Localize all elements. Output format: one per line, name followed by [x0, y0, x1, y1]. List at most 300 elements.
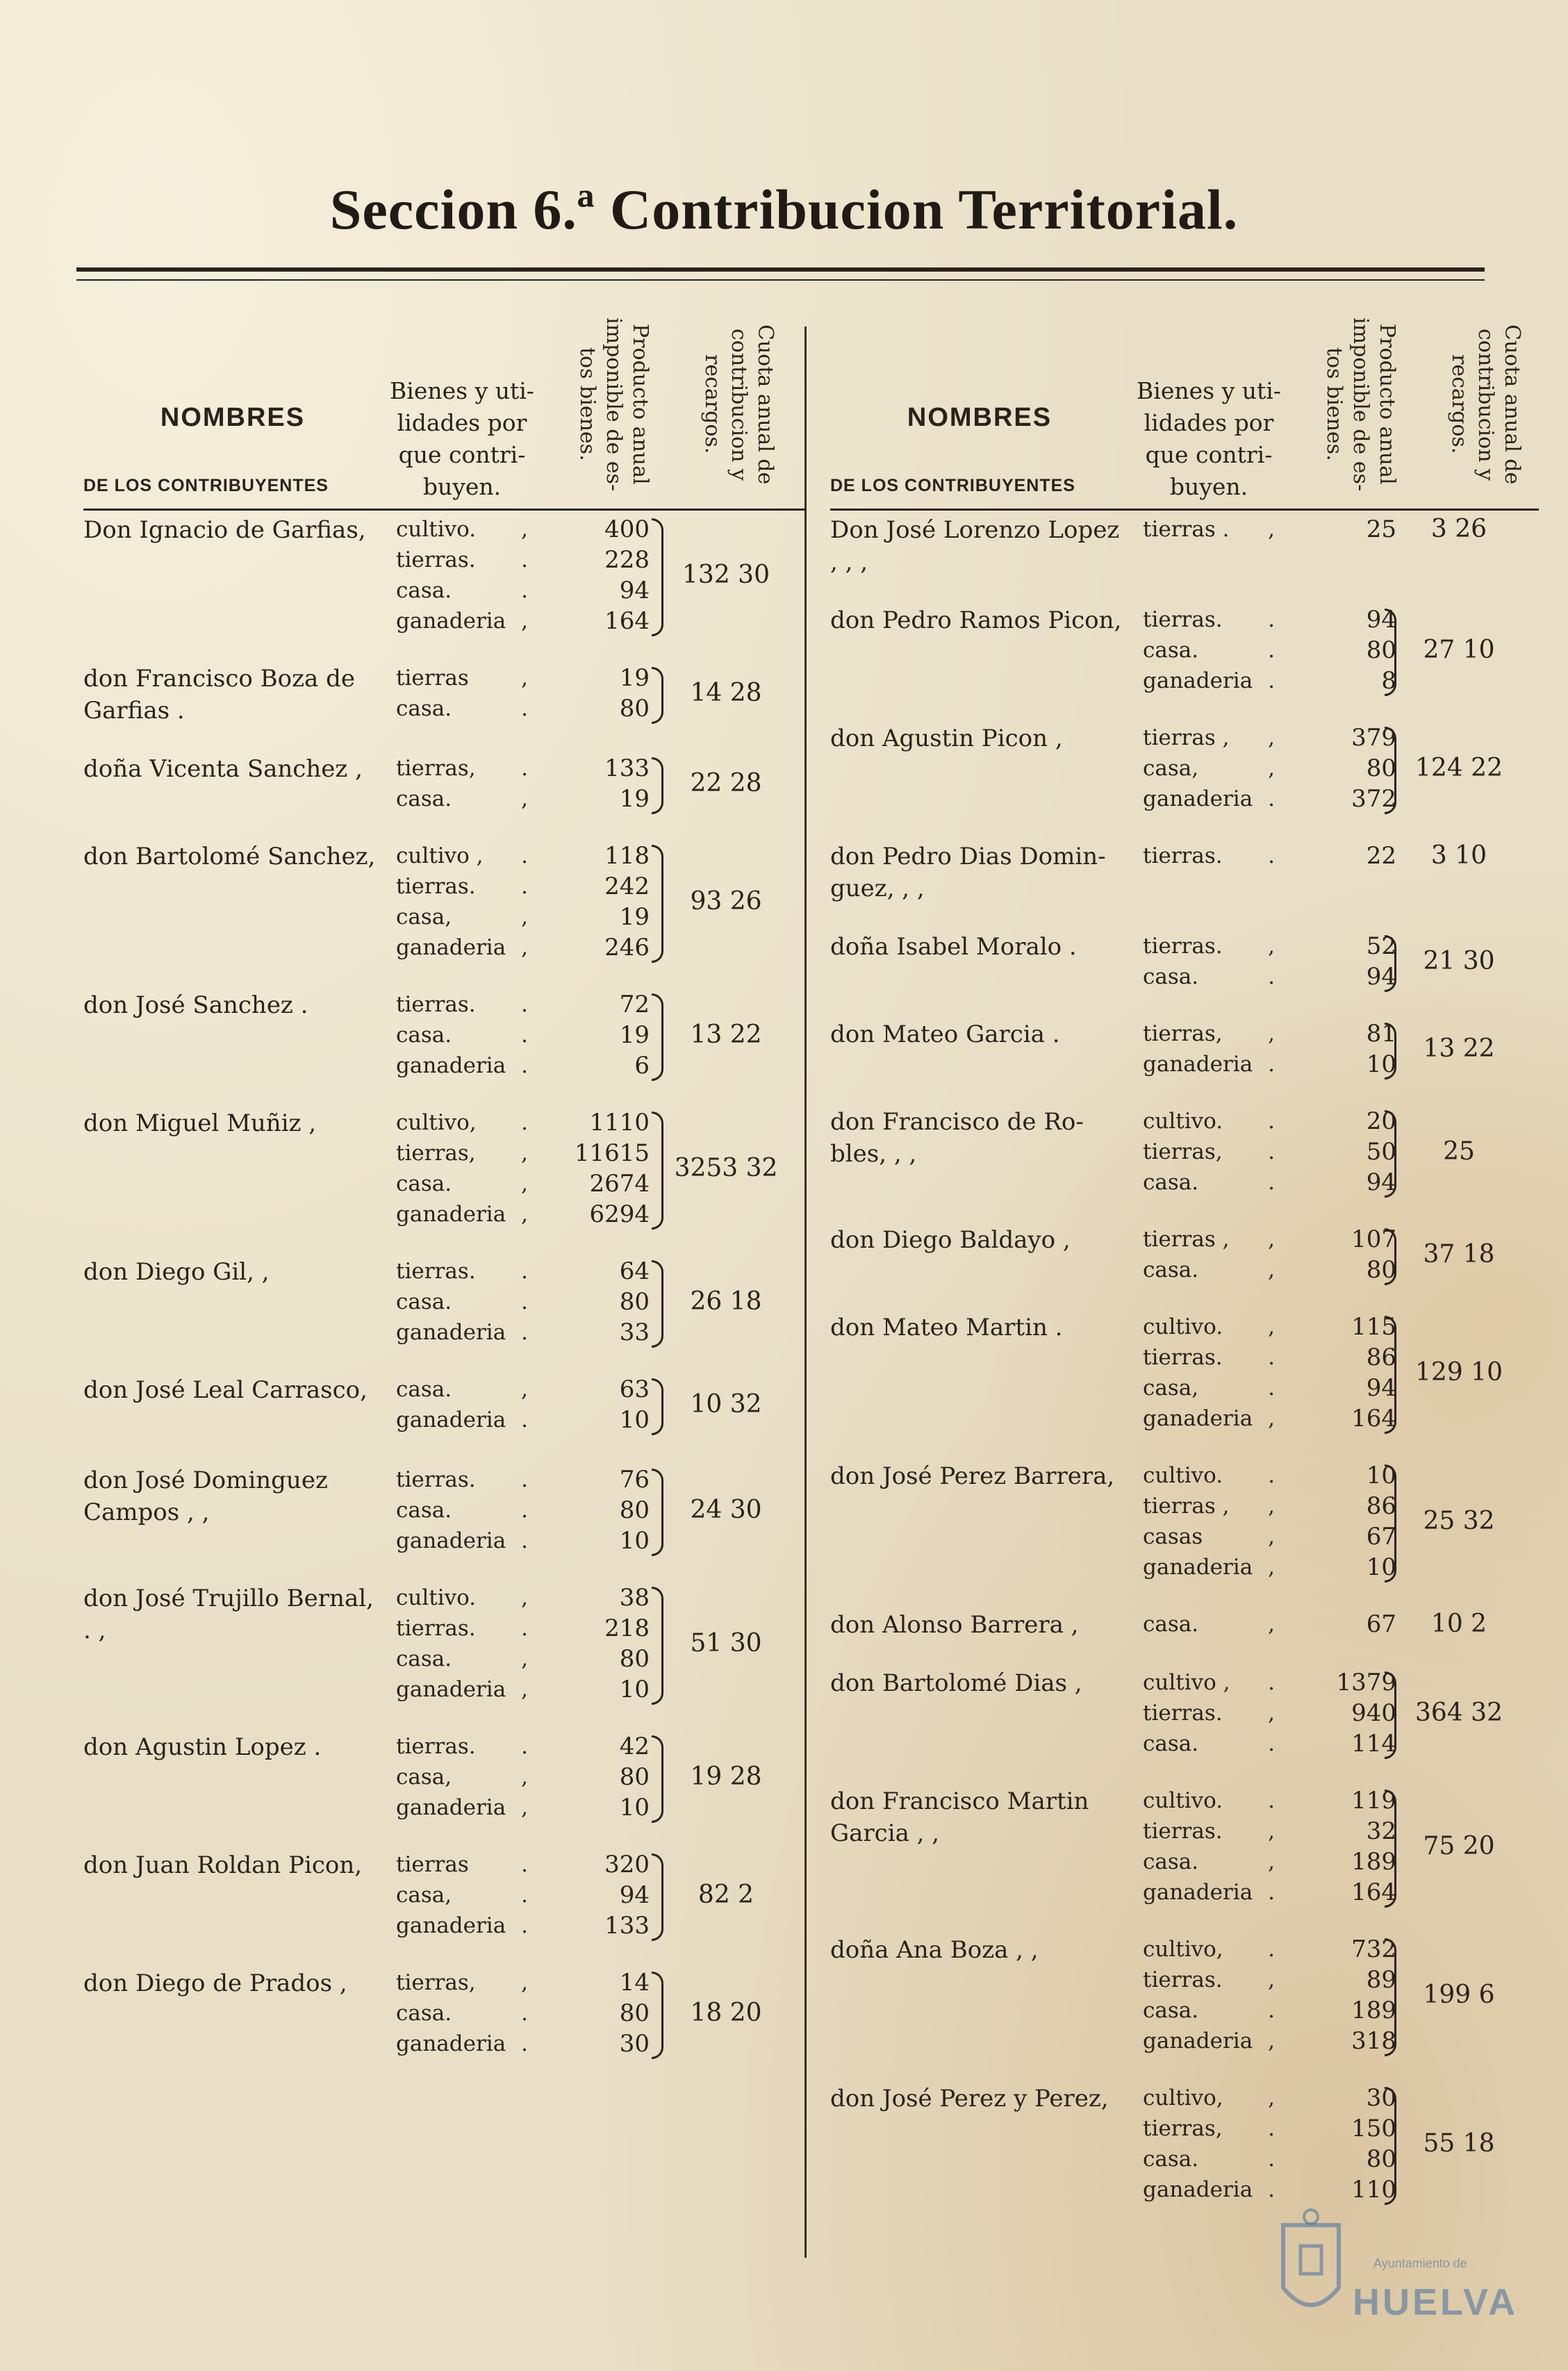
property-separator: .: [521, 1913, 528, 1938]
property-row: [1136, 666, 1539, 696]
property-value: 80: [1366, 636, 1396, 664]
property-row: [389, 1910, 806, 1941]
property-type: ganaderia: [1143, 668, 1253, 693]
property-separator: ,: [1268, 1494, 1275, 1519]
property-value: 133: [604, 754, 650, 782]
property-value: 10: [619, 1406, 650, 1434]
property-value: 94: [1366, 1374, 1396, 1402]
contributor-entry: [83, 1583, 806, 1705]
property-value: 1379: [1336, 1669, 1396, 1696]
property-row: [389, 1107, 806, 1138]
property-value: 379: [1351, 724, 1396, 752]
property-value: 164: [604, 607, 650, 635]
cuota-value: 18 20: [690, 1999, 762, 2027]
header-nombres: NOMBRES: [160, 403, 306, 432]
property-value: 189: [1351, 1848, 1396, 1876]
property-separator: .: [1268, 1937, 1275, 1962]
property-separator: ,: [1268, 517, 1275, 542]
property-separator: .: [521, 1852, 528, 1877]
contributor-name: don Miguel Muñiz ,: [83, 1109, 317, 1137]
property-value: 72: [619, 991, 650, 1018]
property-value: 89: [1366, 1966, 1396, 1994]
property-separator: .: [521, 1407, 528, 1432]
property-type: casa.: [1143, 1731, 1199, 1756]
property-separator: .: [521, 874, 528, 899]
property-type: casa.: [396, 578, 452, 603]
property-type: casa.: [1143, 2147, 1199, 2172]
contributor-name: don Agustin Lopez .: [83, 1733, 322, 1761]
property-type: tierras.: [1143, 934, 1223, 959]
property-separator: .: [1268, 1375, 1275, 1401]
property-separator: ,: [1268, 1612, 1275, 1637]
property-type: ganaderia: [396, 1795, 506, 1820]
contributor-name: don José Trujillo Bernal, . ,: [83, 1585, 374, 1644]
property-separator: ,: [521, 1202, 528, 1227]
property-row: [1136, 1667, 1539, 1698]
cuota-value: 364 32: [1415, 1699, 1503, 1727]
property-separator: ,: [1268, 725, 1275, 750]
property-type: cultivo.: [1143, 1788, 1223, 1813]
property-type: tierras: [396, 666, 469, 691]
property-value: 67: [1366, 1610, 1396, 1638]
property-separator: .: [1268, 786, 1275, 811]
property-value: 42: [619, 1733, 650, 1760]
contributor-entry: [830, 2083, 1539, 2205]
property-separator: .: [1268, 1998, 1275, 2023]
property-separator: ,: [521, 1377, 528, 1402]
property-type: ganaderia: [396, 2031, 506, 2056]
stamp-big-text: HUELVA: [1353, 2281, 1518, 2323]
property-value: 20: [1366, 1107, 1396, 1135]
property-row: [1136, 1106, 1539, 1137]
property-type: cultivo.: [1143, 1463, 1223, 1488]
property-type: ganaderia: [1143, 2029, 1253, 2054]
property-type: ganaderia: [1143, 786, 1253, 811]
contributor-name: Don José Lorenzo Lopez , , ,: [830, 516, 1120, 576]
property-separator: .: [1268, 638, 1275, 663]
property-value: 10: [619, 1794, 650, 1821]
cuota-value: 19 28: [690, 1762, 762, 1791]
cuota-value: 37 18: [1423, 1240, 1495, 1269]
property-value: 110: [1351, 2176, 1396, 2204]
header-cuota: Cuota anual de contribucion y recargos.: [1447, 324, 1524, 485]
property-type: ganaderia: [396, 1053, 506, 1078]
property-type: ganaderia: [1143, 1406, 1253, 1431]
property-type: cultivo,: [396, 1110, 477, 1135]
header-bienes: Bienes y utilidades por que contribuyen.: [1137, 377, 1281, 500]
property-value: 119: [1351, 1787, 1396, 1815]
property-type: ganaderia: [1143, 1052, 1253, 1077]
property-value: 14: [619, 1969, 650, 1997]
property-separator: .: [521, 547, 528, 572]
property-row: [1136, 1877, 1539, 1908]
property-value: 218: [604, 1614, 650, 1642]
property-value: 80: [619, 1763, 650, 1791]
property-row: [1136, 2174, 1539, 2205]
property-value: 80: [1366, 2145, 1396, 2173]
property-value: 86: [1366, 1492, 1396, 1520]
cuota-value: 132 30: [682, 561, 770, 589]
property-type: tierras,: [1143, 1021, 1223, 1046]
contributor-name: don Diego Baldayo ,: [830, 1226, 1071, 1254]
contributor-name: don Alonso Barrera ,: [830, 1611, 1079, 1639]
title-rule: [76, 267, 1485, 272]
property-separator: .: [521, 1498, 528, 1523]
property-type: casa.: [1143, 1849, 1199, 1874]
header-rule: [83, 509, 806, 511]
property-separator: .: [1268, 1670, 1275, 1695]
contributor-name: don Bartolomé Dias ,: [830, 1669, 1082, 1697]
property-type: tierras.: [396, 1734, 476, 1759]
cuota-value: 199 6: [1423, 1981, 1495, 2009]
property-value: 2674: [589, 1170, 650, 1198]
property-value: 94: [619, 577, 650, 604]
property-row: [389, 1464, 806, 1495]
property-row: [1136, 2083, 1539, 2113]
property-separator: .: [521, 2001, 528, 2026]
property-row: [389, 932, 806, 963]
property-type: ganaderia: [396, 935, 506, 960]
property-value: 19: [619, 785, 650, 813]
property-separator: .: [521, 578, 528, 603]
property-separator: .: [1268, 2177, 1275, 2202]
property-type: cultivo ,: [1143, 1670, 1230, 1695]
contributor-entry: [83, 1256, 806, 1348]
property-separator: ,: [1268, 1257, 1275, 1282]
property-type: tierras ,: [1143, 1494, 1230, 1519]
property-type: tierras.: [396, 547, 476, 572]
property-type: ganaderia: [396, 1528, 506, 1553]
property-value: 372: [1351, 785, 1396, 813]
property-value: 10: [619, 1676, 650, 1703]
property-value: 133: [604, 1912, 650, 1940]
property-type: tierras.: [1143, 1819, 1223, 1844]
contributor-entry: [830, 1934, 1539, 2056]
property-type: ganaderia: [396, 1677, 506, 1702]
property-row: [389, 1256, 806, 1287]
cuota-value: 27 10: [1423, 636, 1495, 664]
property-type: cultivo ,: [396, 843, 484, 868]
property-type: casa,: [396, 904, 452, 930]
property-value: 6: [634, 1052, 650, 1080]
property-type: casa.: [1143, 638, 1199, 663]
property-row: [1136, 604, 1539, 635]
property-value: 80: [1366, 1256, 1396, 1284]
property-type: casa.: [396, 2001, 452, 2026]
contributor-entry: [830, 1224, 1539, 1285]
property-separator: ,: [1268, 934, 1275, 959]
property-type: ganaderia: [396, 1202, 506, 1227]
property-type: tierras,: [1143, 1139, 1223, 1164]
cuota-value: 93 26: [690, 887, 762, 916]
cuota-value: 21 30: [1423, 947, 1495, 975]
property-value: 25: [1366, 515, 1396, 543]
property-separator: ,: [521, 935, 528, 960]
property-separator: ,: [521, 666, 528, 691]
property-type: casa.: [396, 1171, 452, 1196]
property-row: [1136, 2026, 1539, 2056]
property-separator: ,: [1268, 1967, 1275, 1992]
contributor-name: don Agustin Picon ,: [830, 725, 1063, 752]
property-type: tierras.: [1143, 1967, 1223, 1992]
cuota-value: 3253 32: [674, 1154, 778, 1182]
page-title: Seccion 6.ª Contribucion Territorial.: [329, 178, 1239, 241]
property-value: 107: [1351, 1225, 1396, 1253]
contributor-entry: [830, 1667, 1539, 1759]
contributor-entry: [830, 1785, 1539, 1908]
property-type: cultivo.: [1143, 1314, 1223, 1339]
cuota-value: 13 22: [1423, 1034, 1495, 1063]
cuota-value: 10 32: [690, 1390, 762, 1419]
left-entries: [83, 514, 806, 2059]
property-row: [389, 1792, 806, 1823]
property-row: [389, 1317, 806, 1348]
contributor-name: don Francisco de Robles, , ,: [830, 1108, 1084, 1168]
contributor-name: doña Vicenta Sanchez ,: [83, 755, 363, 783]
property-separator: ,: [1268, 2029, 1275, 2054]
property-value: 80: [619, 1999, 650, 2027]
property-value: 11615: [574, 1139, 650, 1167]
property-type: cultivo.: [396, 517, 477, 542]
property-type: ganaderia: [396, 1320, 506, 1345]
property-separator: .: [1268, 668, 1275, 693]
property-type: tierras.: [396, 1467, 476, 1492]
cuota-value: 22 28: [690, 769, 762, 798]
contributor-entry: [83, 1849, 806, 1941]
property-separator: ,: [1268, 1555, 1275, 1580]
property-type: ganaderia: [1143, 1555, 1253, 1580]
property-value: 10: [1366, 1553, 1396, 1581]
property-separator: ,: [521, 1585, 528, 1610]
contributor-name: don Pedro Dias Dominguez, , ,: [830, 843, 1106, 902]
property-type: tierras,: [396, 1141, 476, 1166]
property-type: casa.: [396, 1289, 452, 1314]
property-row: [389, 1967, 806, 1998]
property-separator: ,: [1268, 1021, 1275, 1046]
property-value: 318: [1351, 2027, 1396, 2055]
contributor-entry: [83, 663, 806, 727]
cuota-value: 10 2: [1430, 1610, 1487, 1638]
property-row: [389, 606, 806, 636]
property-value: 19: [619, 903, 650, 931]
property-row: [389, 1731, 806, 1762]
property-value: 246: [604, 934, 650, 961]
property-row: [1136, 1552, 1539, 1583]
property-value: 22: [1366, 842, 1396, 870]
contributor-name: don Francisco Boza de Garfias .: [83, 665, 355, 725]
header-nombres: NOMBRES: [907, 403, 1053, 432]
property-separator: ,: [521, 904, 528, 930]
property-row: [1136, 1728, 1539, 1759]
header-rule: [830, 509, 1539, 511]
property-type: casa.: [396, 1646, 452, 1671]
property-separator: .: [521, 696, 528, 721]
cuota-value: 3 10: [1430, 841, 1487, 870]
property-type: tierras,: [1143, 2116, 1223, 2141]
contributor-name: don Juan Roldan Picon,: [83, 1851, 363, 1879]
contributor-entry: [830, 1609, 1539, 1641]
property-separator: .: [1268, 2116, 1275, 2141]
contributor-entry: [83, 1731, 806, 1823]
contributor-name: don Diego Gil, ,: [83, 1258, 270, 1286]
property-separator: .: [1268, 1788, 1275, 1813]
property-type: cultivo,: [1143, 2085, 1223, 2110]
right-column: [830, 292, 1539, 2231]
property-value: 164: [1351, 1878, 1396, 1906]
property-value: 94: [1366, 963, 1396, 991]
property-value: 115: [1351, 1313, 1396, 1341]
property-value: 320: [604, 1851, 650, 1878]
crest-icon: [1269, 2204, 1353, 2329]
property-separator: .: [521, 1883, 528, 1908]
property-separator: ,: [1268, 1701, 1275, 1726]
property-type: tierras,: [396, 756, 476, 781]
property-value: 33: [619, 1319, 650, 1346]
cuota-value: 3 26: [1430, 515, 1487, 543]
property-type: tierras.: [396, 1616, 476, 1641]
cuota-value: 75 20: [1423, 1832, 1495, 1860]
property-separator: ,: [521, 786, 528, 811]
property-value: 30: [1366, 2084, 1396, 2112]
cuota-value: 25: [1443, 1137, 1475, 1166]
property-value: 150: [1351, 2115, 1396, 2142]
property-separator: ,: [521, 609, 528, 634]
property-value: 80: [619, 1496, 650, 1524]
property-type: casa.: [396, 696, 452, 721]
cuota-value: 124 22: [1415, 754, 1503, 782]
contributor-name: don José Leal Carrasco,: [83, 1376, 368, 1404]
property-separator: .: [1268, 964, 1275, 989]
property-value: 19: [619, 664, 650, 692]
contributor-entry: [83, 1374, 806, 1438]
property-separator: ,: [521, 1765, 528, 1790]
header-contribuyentes: DE LOS CONTRIBUYENTES: [830, 476, 1075, 495]
property-separator: ,: [521, 1141, 528, 1166]
contributor-entry: [83, 1107, 806, 1230]
property-row: [389, 989, 806, 1020]
property-value: 242: [604, 873, 650, 900]
contributor-entry: [830, 1460, 1539, 1583]
property-separator: ,: [521, 517, 528, 542]
property-value: 76: [619, 1466, 650, 1494]
property-type: cultivo.: [1143, 1109, 1223, 1134]
property-value: 80: [1366, 754, 1396, 782]
property-type: ganaderia: [396, 1913, 506, 1938]
property-type: casa,: [1143, 1375, 1199, 1401]
property-separator: .: [1268, 843, 1275, 868]
property-value: 30: [619, 2030, 650, 2058]
table-header: [830, 292, 1539, 514]
property-type: tierras ,: [1143, 725, 1230, 750]
property-row: [389, 1849, 806, 1880]
property-row: [1136, 784, 1539, 814]
property-separator: .: [1268, 607, 1275, 632]
property-value: 118: [604, 842, 650, 870]
property-value: 94: [1366, 606, 1396, 634]
cuota-value: 82 2: [698, 1881, 754, 1909]
property-separator: .: [521, 1053, 528, 1078]
property-row: [1136, 1785, 1539, 1816]
property-type: tierras.: [396, 992, 476, 1017]
header-producto: Producto anual imponible de estos bienes.: [575, 317, 652, 492]
property-value: 189: [1351, 1997, 1396, 2024]
property-row: [1136, 1460, 1539, 1491]
property-value: 50: [1366, 1138, 1396, 1166]
property-separator: ,: [1268, 1227, 1275, 1252]
cuota-value: 51 30: [690, 1629, 762, 1658]
property-value: 32: [1366, 1817, 1396, 1845]
property-value: 80: [619, 1288, 650, 1316]
property-type: casa.: [1143, 964, 1199, 989]
contributor-name: doña Isabel Moralo .: [830, 933, 1077, 961]
property-row: [389, 1674, 806, 1705]
property-type: casa.: [396, 1498, 452, 1523]
property-type: tierras.: [396, 874, 476, 899]
property-separator: .: [1268, 1463, 1275, 1488]
property-separator: ,: [521, 1646, 528, 1671]
property-type: tierras ,: [1143, 1227, 1230, 1252]
contributor-entry: [830, 1018, 1539, 1080]
table-header: [83, 292, 806, 514]
property-value: 80: [619, 695, 650, 722]
property-value: 94: [619, 1881, 650, 1909]
header-bienes: Bienes y utilidades por que contribuyen.: [390, 377, 534, 500]
property-separator: .: [1268, 1731, 1275, 1756]
property-row: [389, 514, 806, 545]
left-column: [83, 292, 806, 2085]
property-value: 8: [1381, 667, 1396, 695]
contributor-entry: [83, 1967, 806, 2059]
stamp: [1269, 2204, 1519, 2343]
contributor-name: don José Perez Barrera,: [830, 1462, 1115, 1490]
cuota-value: 55 18: [1423, 2129, 1495, 2158]
property-type: casa.: [1143, 1257, 1199, 1282]
property-separator: .: [1268, 1139, 1275, 1164]
property-row: [389, 1050, 806, 1081]
property-row: [1136, 1312, 1539, 1342]
property-type: casa,: [1143, 756, 1199, 781]
contributor-entry: [830, 931, 1539, 992]
property-value: 940: [1351, 1699, 1396, 1727]
property-row: [389, 1526, 806, 1556]
property-type: cultivo.: [396, 1585, 477, 1610]
property-type: tierras.: [396, 1259, 476, 1284]
property-type: tierras,: [396, 1970, 476, 1995]
property-value: 400: [604, 515, 650, 543]
contributor-entry: [83, 841, 806, 963]
property-separator: .: [1268, 1109, 1275, 1134]
contributor-name: don José Sanchez .: [83, 991, 308, 1019]
property-type: casa.: [396, 1023, 452, 1048]
contributor-entry: [83, 1464, 806, 1556]
property-separator: ,: [1268, 756, 1275, 781]
property-type: ganaderia: [1143, 1880, 1253, 1905]
property-value: 63: [619, 1375, 650, 1403]
property-type: tierras.: [1143, 843, 1223, 868]
property-row: [389, 2029, 806, 2059]
property-row: [389, 841, 806, 871]
property-value: 80: [619, 1645, 650, 1673]
contributor-entry: [830, 514, 1539, 578]
contributor-name: doña Ana Boza , ,: [830, 1936, 1039, 1964]
property-separator: ,: [1268, 1819, 1275, 1844]
contributor-entry: [830, 604, 1539, 696]
property-separator: ,: [521, 1795, 528, 1820]
property-type: tierras.: [1143, 1345, 1223, 1370]
contributor-name: don Francisco Martin Garcia , ,: [830, 1787, 1089, 1847]
property-type: ganaderia: [396, 609, 506, 634]
contributor-entry: [83, 989, 806, 1081]
